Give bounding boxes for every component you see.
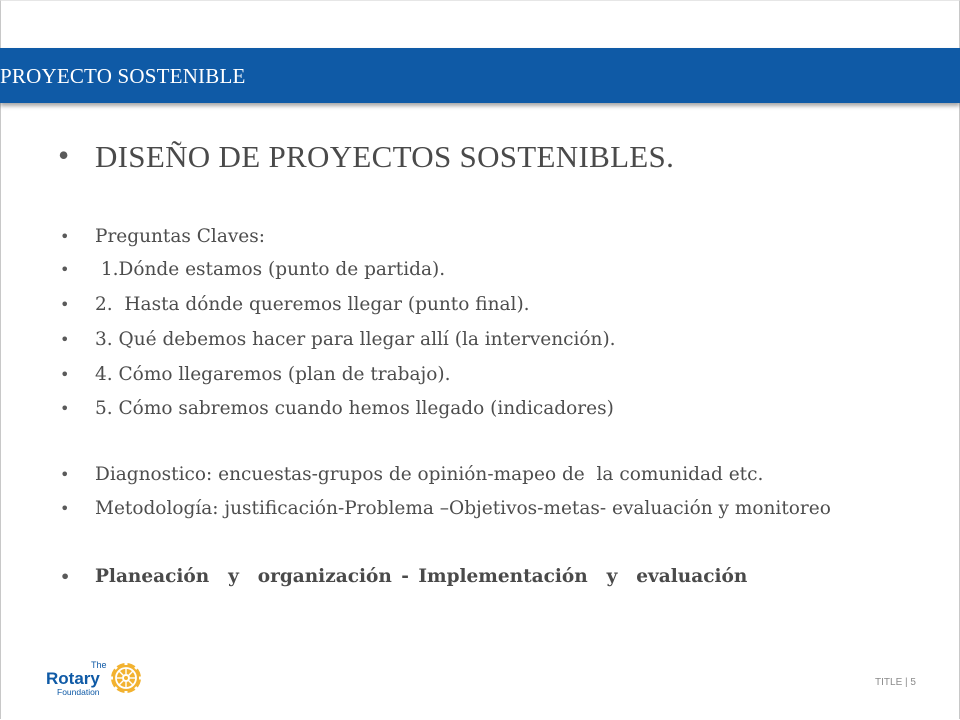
page-number: TITLE | 5: [875, 677, 916, 688]
rotary-foundation-logo: [45, 658, 145, 700]
logo-sub-text: Foundation: [57, 687, 100, 697]
main-heading: • DISEÑO DE PROYECTOS SOSTENIBLES.: [95, 139, 674, 175]
rotary-wheel-icon: [109, 661, 143, 695]
list-item-planeacion: • Planeación y organización - Implementación y evaluación: [95, 565, 885, 589]
logo-name-text: Rotary: [46, 669, 100, 688]
slide-title: PROYECTO SOSTENIBLE: [0, 64, 246, 88]
list-item-question-1: • 1.Dónde estamos (punto de partida).: [95, 258, 885, 282]
list-item-question-2: • 2. Hasta dónde queremos llegar (punto final).: [95, 293, 885, 317]
list-item-diagnostico: • Diagnostico: encuestas-grupos de opinión-mapeo de la comunidad etc.: [95, 463, 885, 487]
list-item-question-5: • 5. Cómo sabremos cuando hemos llegado (indicadores): [95, 397, 885, 421]
list-item-question-3: • 3. Qué debemos hacer para llegar allí (la intervención).: [95, 328, 885, 352]
list-item-questions-title: • Preguntas Claves:: [95, 225, 885, 249]
logo-the-text: The: [91, 660, 107, 670]
list-item-metodologia: • Metodología: justificación-Problema –Objetivos-metas- evaluación y monitoreo: [95, 497, 865, 521]
list-item-question-4: • 4. Cómo llegaremos (plan de trabajo).: [95, 363, 885, 387]
